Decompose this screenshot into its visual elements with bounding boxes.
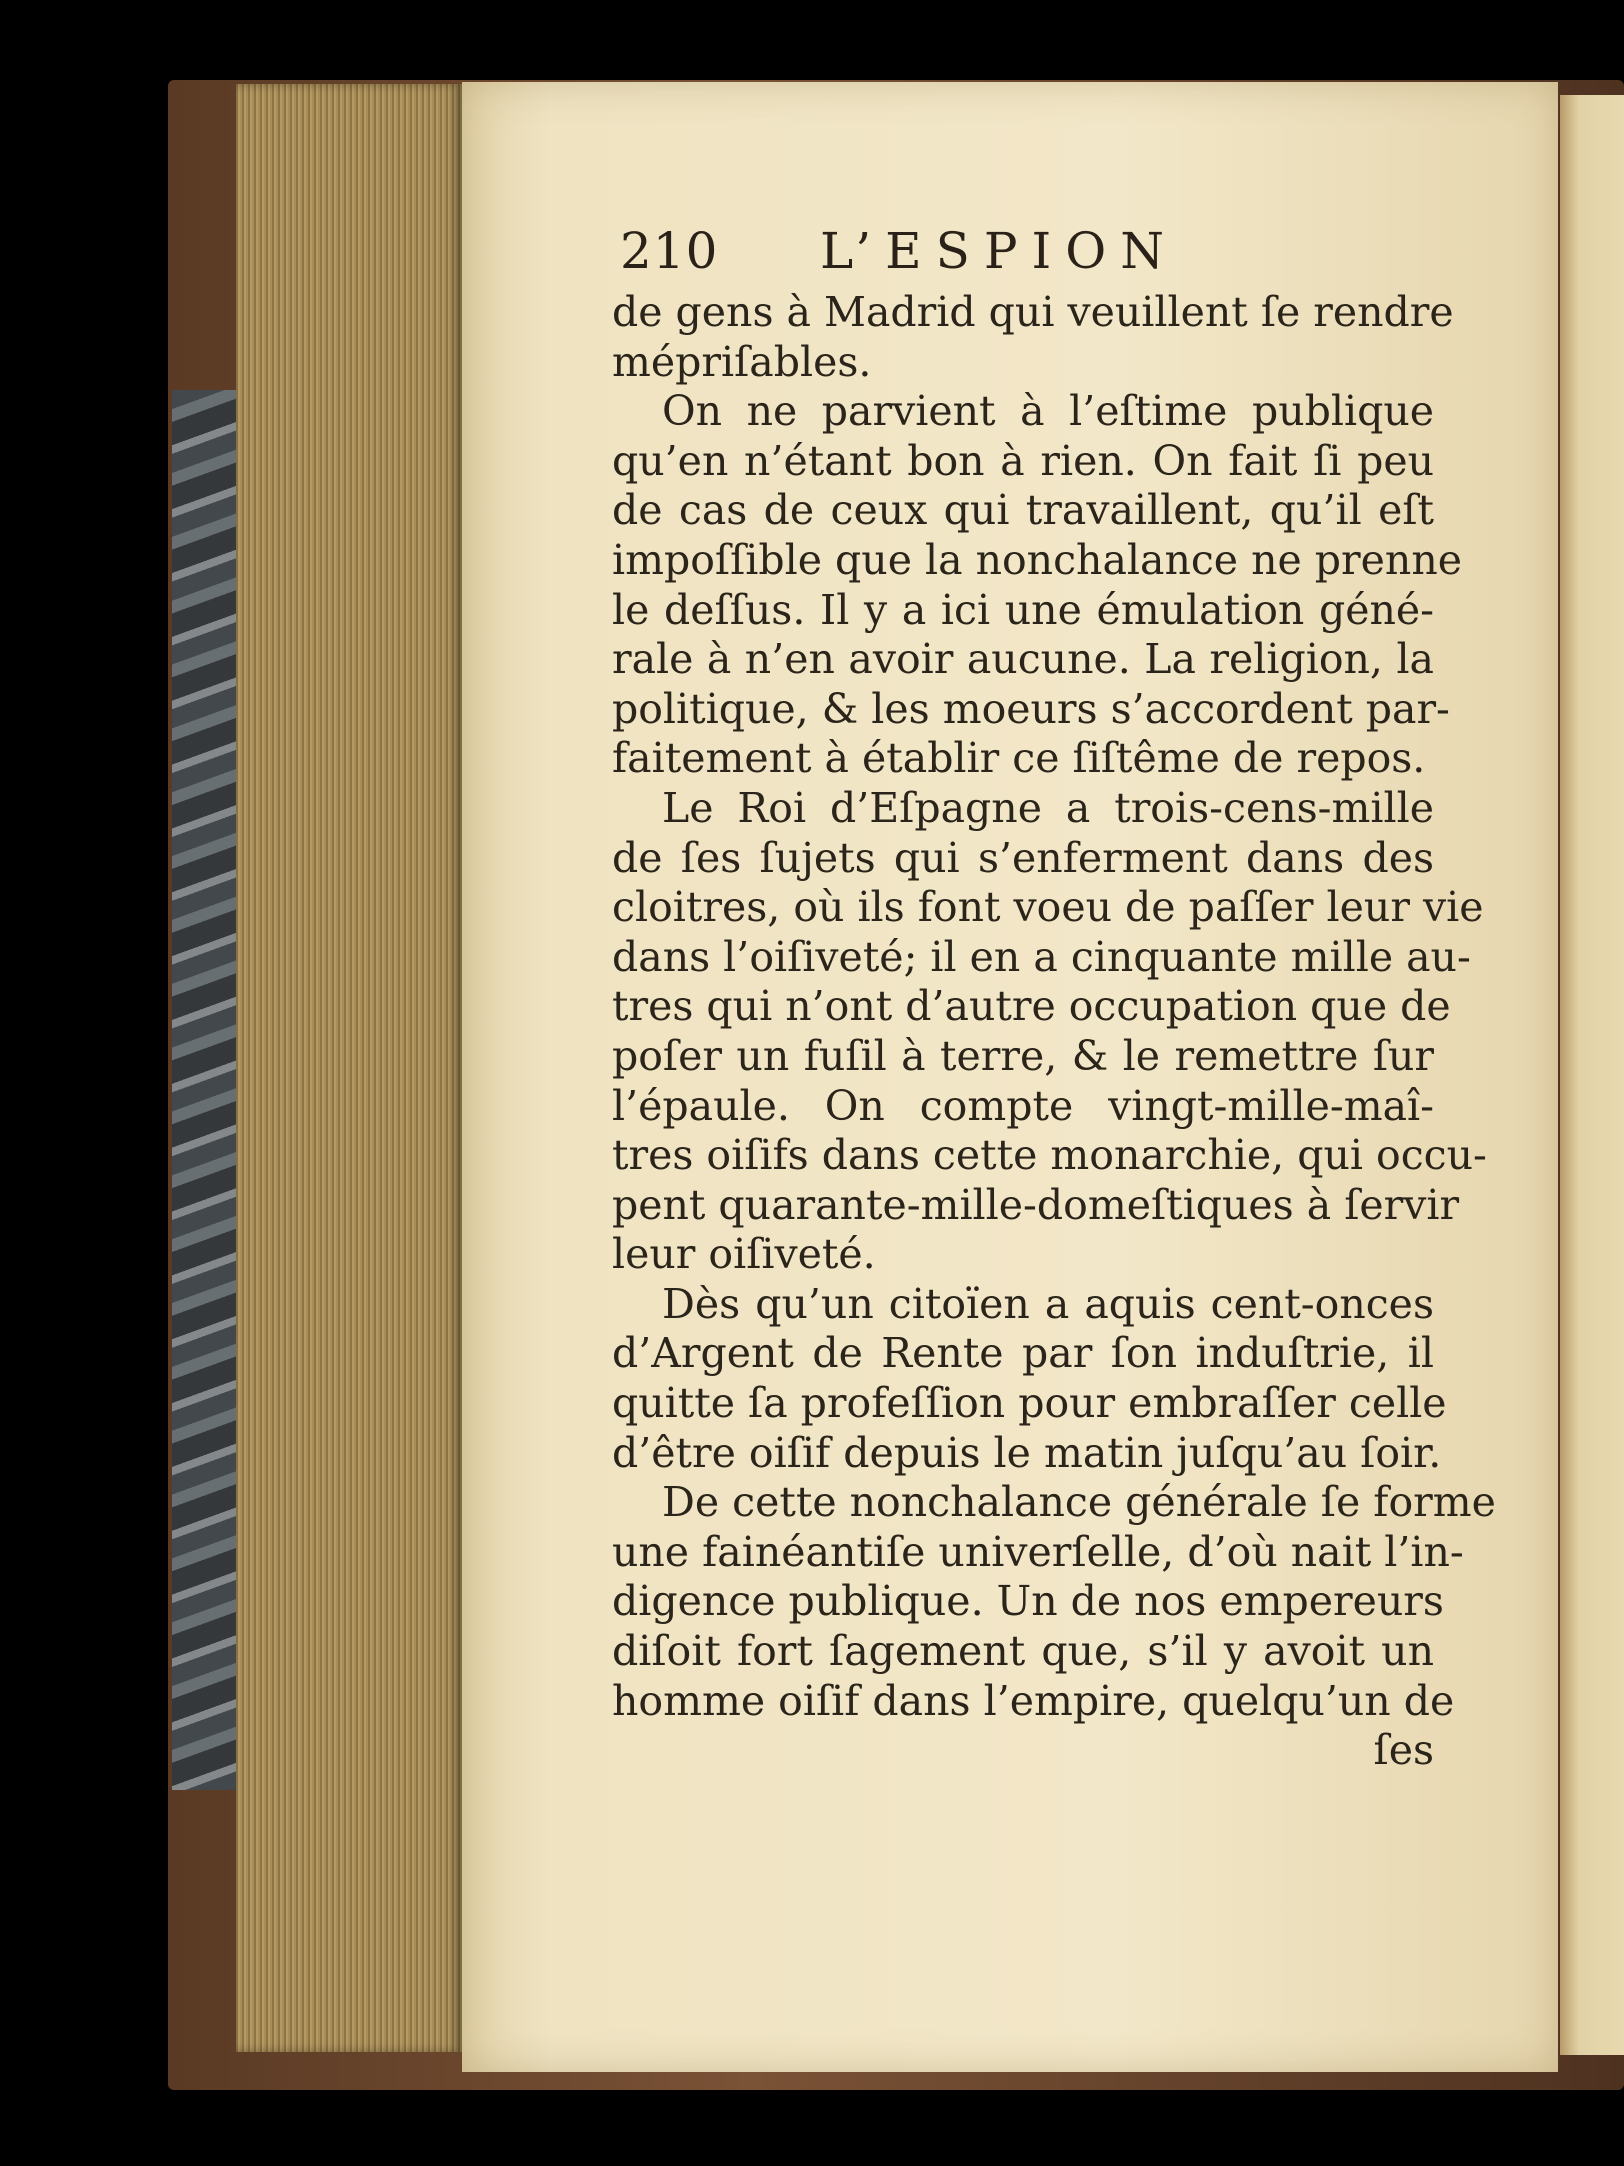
text-line: impoſſible que la nonchalance ne prenne <box>612 535 1462 584</box>
text-line: politique, & les moeurs s’accordent par- <box>612 684 1450 733</box>
text-line: faitement à établir ce ſiſtême de repos. <box>612 734 1426 783</box>
text-line: diſoit fort ſagement que, s’il y avoit un <box>612 1627 1434 1676</box>
text-line: Le Roi d’Eſpagne a trois-cens-mille <box>662 783 1434 832</box>
text-line: homme oiſif dans l’empire, quelqu’un de <box>612 1676 1455 1725</box>
text-line: de cas de ceux qui travaillent, qu’il eſt <box>612 486 1434 535</box>
running-title: L’ESPION <box>820 222 1178 280</box>
text-line: tres qui n’ont d’autre occupation que de <box>612 982 1451 1031</box>
text-line: digence publique. Un de nos empereurs <box>612 1577 1444 1626</box>
text-line: quitte ſa profeſſion pour embraſſer celle <box>612 1379 1447 1428</box>
text-line: de gens à Madrid qui veuillent ſe rendre <box>612 288 1454 336</box>
text-line: Dès qu’un citoïen a aquis cent-onces <box>662 1279 1434 1328</box>
text-line: de ſes ſujets qui s’enferment dans des <box>612 833 1434 882</box>
text-line: une fainéantiſe univerſelle, d’où nait l’in- <box>612 1527 1464 1576</box>
text-line: le deſſus. Il y a ici une émulation géné- <box>612 585 1434 634</box>
text-line: qu’en n’étant bon à rien. On fait ſi peu <box>612 436 1434 485</box>
text-line: pent quarante-mille-domeſtiques à ſervir <box>612 1180 1460 1229</box>
page-number: 210 <box>620 222 719 280</box>
catchword: ſes <box>1373 1726 1434 1775</box>
text-line: tres oiſifs dans cette monarchie, qui occu- <box>612 1131 1487 1180</box>
text-line: d’être oiſif depuis le matin juſqu’au ſoir. <box>612 1428 1442 1477</box>
page-header <box>620 222 1240 282</box>
page-edges <box>236 84 462 2052</box>
text-line: rale à n’en avoir aucune. La religion, la <box>612 635 1434 684</box>
body-text <box>612 288 1496 1776</box>
text-line: poſer un fuſil à terre, & le remettre ſur <box>612 1031 1434 1080</box>
text-line: cloitres, où ils font voeu de paſſer leur vie <box>612 883 1484 932</box>
text-line: De cette nonchalance générale ſe forme <box>662 1478 1496 1527</box>
text-line: On ne parvient à l’eſtime publique <box>662 387 1434 436</box>
text-line: l’épaule. On compte vingt-mille-maî- <box>612 1081 1434 1130</box>
text-line: d’Argent de Rente par ſon induſtrie, il <box>612 1329 1434 1378</box>
text-line: leur oiſiveté. <box>612 1230 876 1279</box>
text-line: dans l’oiſiveté; il en a cinquante mille au- <box>612 932 1471 981</box>
facing-page-edge <box>1560 95 1624 2055</box>
text-line: mépriſables. <box>612 337 872 386</box>
